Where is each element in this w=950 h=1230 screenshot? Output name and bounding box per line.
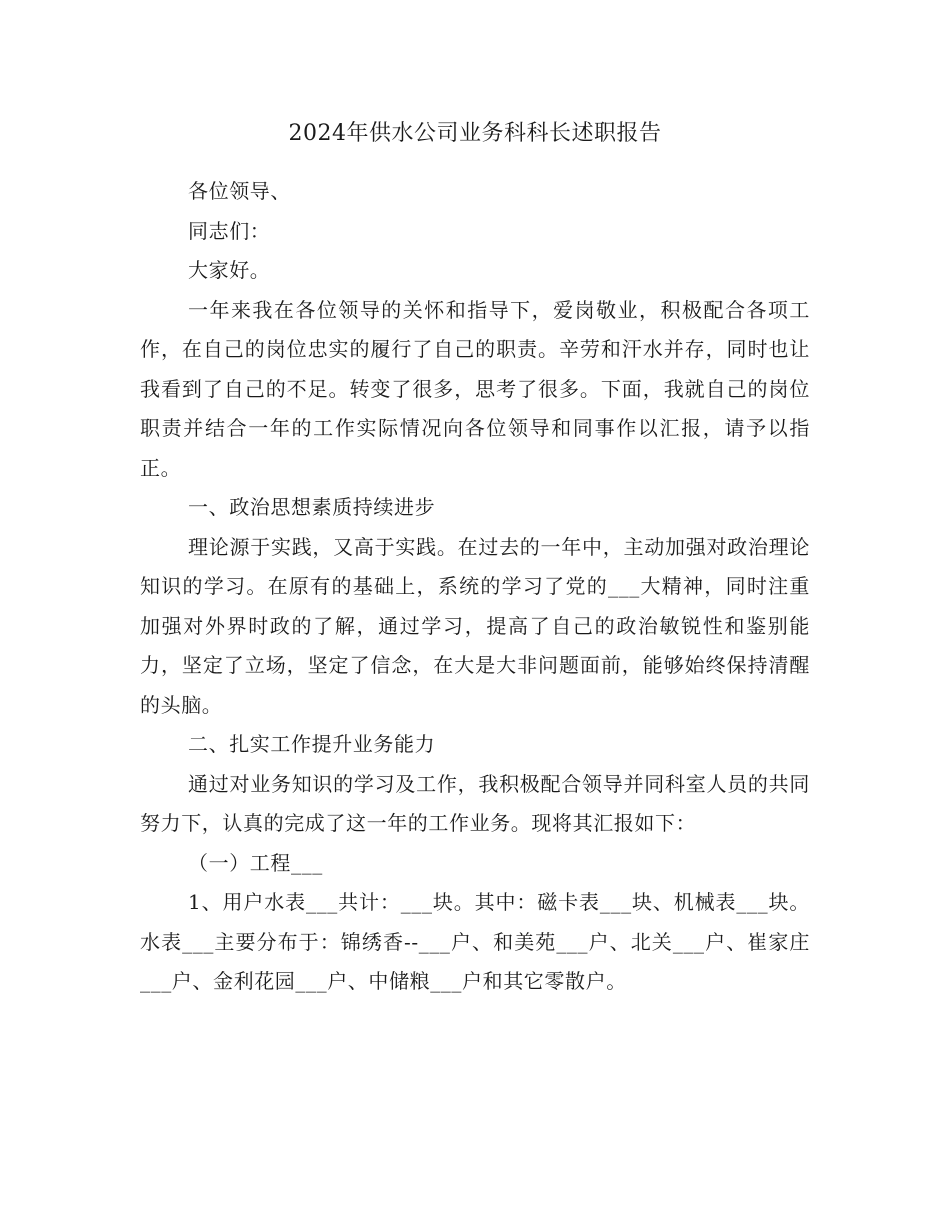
political-paragraph: 理论源于实践，又高于实践。在过去的一年中，主动加强对政治理论知识的学习。在原有的基础上，系统的学习了党的___大精神，同时注重加强对外界时政的了解，通过学习，提高了自己的政治敏锐性和鉴别能力，坚定了立场，坚定了信念，在大是大非问题面前，能够始终保持清醒的头脑。	[140, 534, 810, 717]
water-meter-paragraph: 1、用户水表___共计：___块。其中：磁卡表___块、机械表___块。水表___主要分布于：锦绣香--___户、和美苑___户、北关___户、崔家庄___户、金利花园___户、中储粮___户和其它零散户。	[140, 890, 810, 993]
intro-paragraph: 一年来我在各位领导的关怀和指导下，爱岗敬业，积极配合各项工作，在自己的岗位忠实的履行了自己的职责。辛劳和汗水并存，同时也让我看到了自己的不足。转变了很多，思考了很多。下面，我就自己的岗位职责并结合一年的工作实际情况向各位领导和同事作以汇报，请予以指正。	[140, 297, 810, 480]
section-heading-political: 一、政治思想素质持续进步	[188, 495, 436, 519]
business-paragraph: 通过对业务知识的学习及工作，我积极配合领导并同科室人员的共同努力下，认真的完成了这一年的工作业务。现将其汇报如下：	[140, 771, 810, 835]
document-body	[140, 172, 810, 1002]
document-title: 2024年供水公司业务科科长述职报告	[288, 121, 662, 146]
subsection-heading-engineering: （一）工程___	[188, 850, 323, 875]
salutation-leaders: 各位领导、	[188, 179, 291, 203]
salutation-comrades: 同志们：	[188, 218, 271, 243]
section-heading-business: 二、扎实工作提升业务能力	[188, 732, 436, 756]
greeting: 大家好。	[188, 258, 271, 282]
